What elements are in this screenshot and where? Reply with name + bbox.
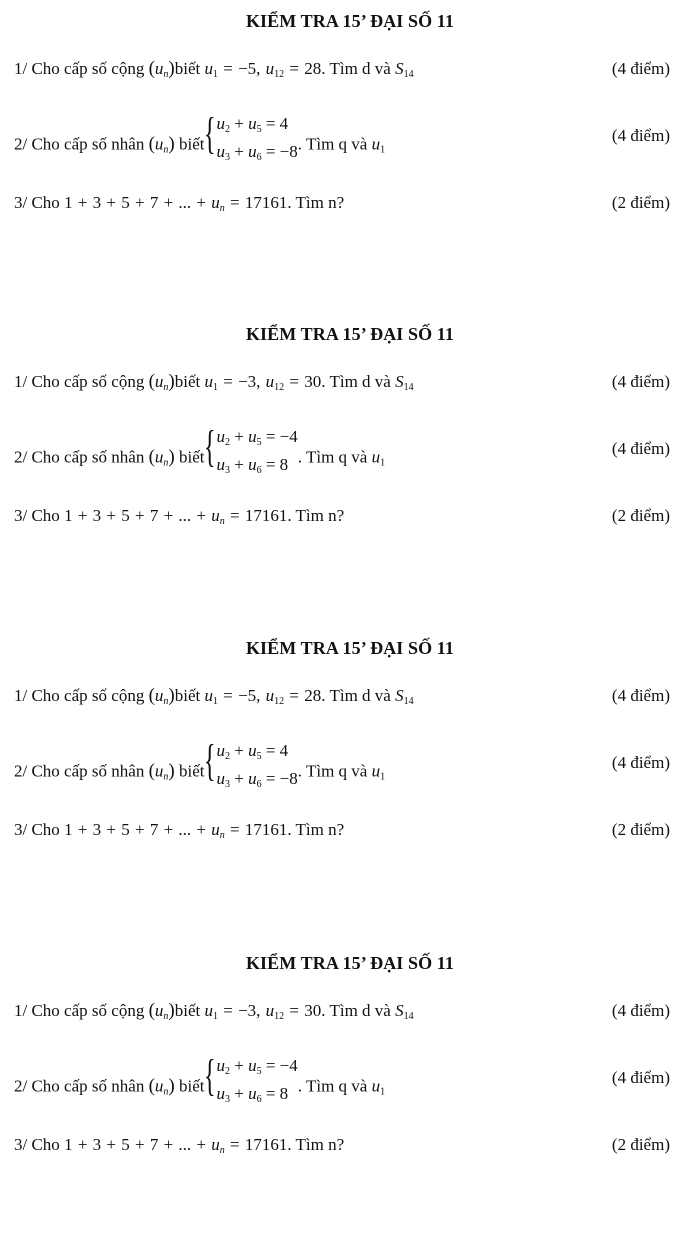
question-1-points: (4 điểm) <box>611 1001 670 1020</box>
question-2-text: 2/ Cho cấp số nhân $(u_n)$ biết { $u_2 + u_5 = 4$ $u_3 + u_6 = -8$ . Tìm q và $u_1$ <box>14 749 385 796</box>
quiz-title: KIỂM TRA 15’ ĐẠI SỐ 11 <box>245 953 455 973</box>
question-1-text: 1/ Cho cấp số cộng $(u_n)biết$ $u_1 = -3$, $u_{12} = 30$. Tìm d và $S_{14}$ <box>14 1000 414 1022</box>
question-3-points: (2 điểm) <box>611 1135 670 1154</box>
question-1-points: (4 điểm) <box>611 686 670 705</box>
question-2-points: (4 điểm) <box>611 753 670 772</box>
question-1-text: 1/ Cho cấp số cộng $(u_n)biết$ $u_1 = -3$, $u_{12} = 30$. Tìm d và $S_{14}$ <box>14 371 414 393</box>
equation-system: { $u_2 + u_5 = 4$ $u_3 + u_6 = -8$ <box>204 109 298 163</box>
question-1 <box>14 997 670 1027</box>
equation-system: { $u_2 + u_5 = 4$ $u_3 + u_6 = -8$ <box>204 736 298 790</box>
quiz-title: KIỂM TRA 15’ ĐẠI SỐ 11 <box>245 638 455 658</box>
question-2 <box>14 736 670 790</box>
question-2 <box>14 1051 670 1105</box>
question-2 <box>14 109 670 163</box>
question-3-text: 3/ Cho 1 + 3 + 5 + 7 + ... + $u_n = 17161$. Tìm n? <box>14 193 345 214</box>
quiz-block <box>0 632 700 932</box>
brace-icon: { <box>204 422 217 471</box>
equation-system: { $u_2 + u_5 = -4$ $u_3 + u_6 = 8$ <box>204 1051 298 1105</box>
quiz-title: KIỂM TRA 15’ ĐẠI SỐ 11 <box>245 11 455 31</box>
question-2-text: 2/ Cho cấp số nhân $(u_n)$ biết { $u_2 + u_5 = -4$ $u_3 + u_6 = 8$ . Tìm q và $u_1$ <box>14 435 385 482</box>
question-1-points: (4 điểm) <box>611 372 670 391</box>
question-2 <box>14 422 670 476</box>
quiz-block <box>0 5 700 305</box>
question-3 <box>14 816 670 846</box>
question-2-points: (4 điểm) <box>611 126 670 145</box>
quiz-block <box>0 318 700 618</box>
question-1-points: (4 điểm) <box>611 59 670 78</box>
question-1 <box>14 55 670 85</box>
question-3-text: 3/ Cho 1 + 3 + 5 + 7 + ... + $u_n = 17161$. Tìm n? <box>14 1135 345 1156</box>
question-3 <box>14 1131 670 1161</box>
question-1-text: 1/ Cho cấp số cộng $(u_n)biết$ $u_1 = -5$, $u_{12} = 28$. Tìm d và $S_{14}$ <box>14 685 414 707</box>
question-2-text: 2/ Cho cấp số nhân $(u_n)$ biết { $u_2 + u_5 = 4$ $u_3 + u_6 = -8$ . Tìm q và $u_1$ <box>14 122 385 169</box>
question-3 <box>14 502 670 532</box>
question-1 <box>14 682 670 712</box>
question-3-points: (2 điểm) <box>611 193 670 212</box>
quiz-block <box>0 947 700 1247</box>
quiz-title: KIỂM TRA 15’ ĐẠI SỐ 11 <box>245 324 455 344</box>
brace-icon: { <box>204 736 217 785</box>
question-2-text: 2/ Cho cấp số nhân $(u_n)$ biết { $u_2 + u_5 = -4$ $u_3 + u_6 = 8$ . Tìm q và $u_1$ <box>14 1064 385 1111</box>
question-1 <box>14 368 670 398</box>
question-1-text: 1/ Cho cấp số cộng $(u_n)biết$ $u_1 = -5$, $u_{12} = 28$. Tìm d và $S_{14}$ <box>14 58 414 80</box>
equation-system: { $u_2 + u_5 = -4$ $u_3 + u_6 = 8$ <box>204 422 298 476</box>
question-2-points: (4 điểm) <box>611 439 670 458</box>
question-3-points: (2 điểm) <box>611 820 670 839</box>
question-3-text: 3/ Cho 1 + 3 + 5 + 7 + ... + $u_n = 17161$. Tìm n? <box>14 506 345 527</box>
question-2-points: (4 điểm) <box>611 1068 670 1087</box>
question-3-points: (2 điểm) <box>611 506 670 525</box>
question-3 <box>14 189 670 219</box>
brace-icon: { <box>204 1051 217 1100</box>
brace-icon: { <box>204 109 217 158</box>
question-3-text: 3/ Cho 1 + 3 + 5 + 7 + ... + $u_n = 17161$. Tìm n? <box>14 820 345 841</box>
